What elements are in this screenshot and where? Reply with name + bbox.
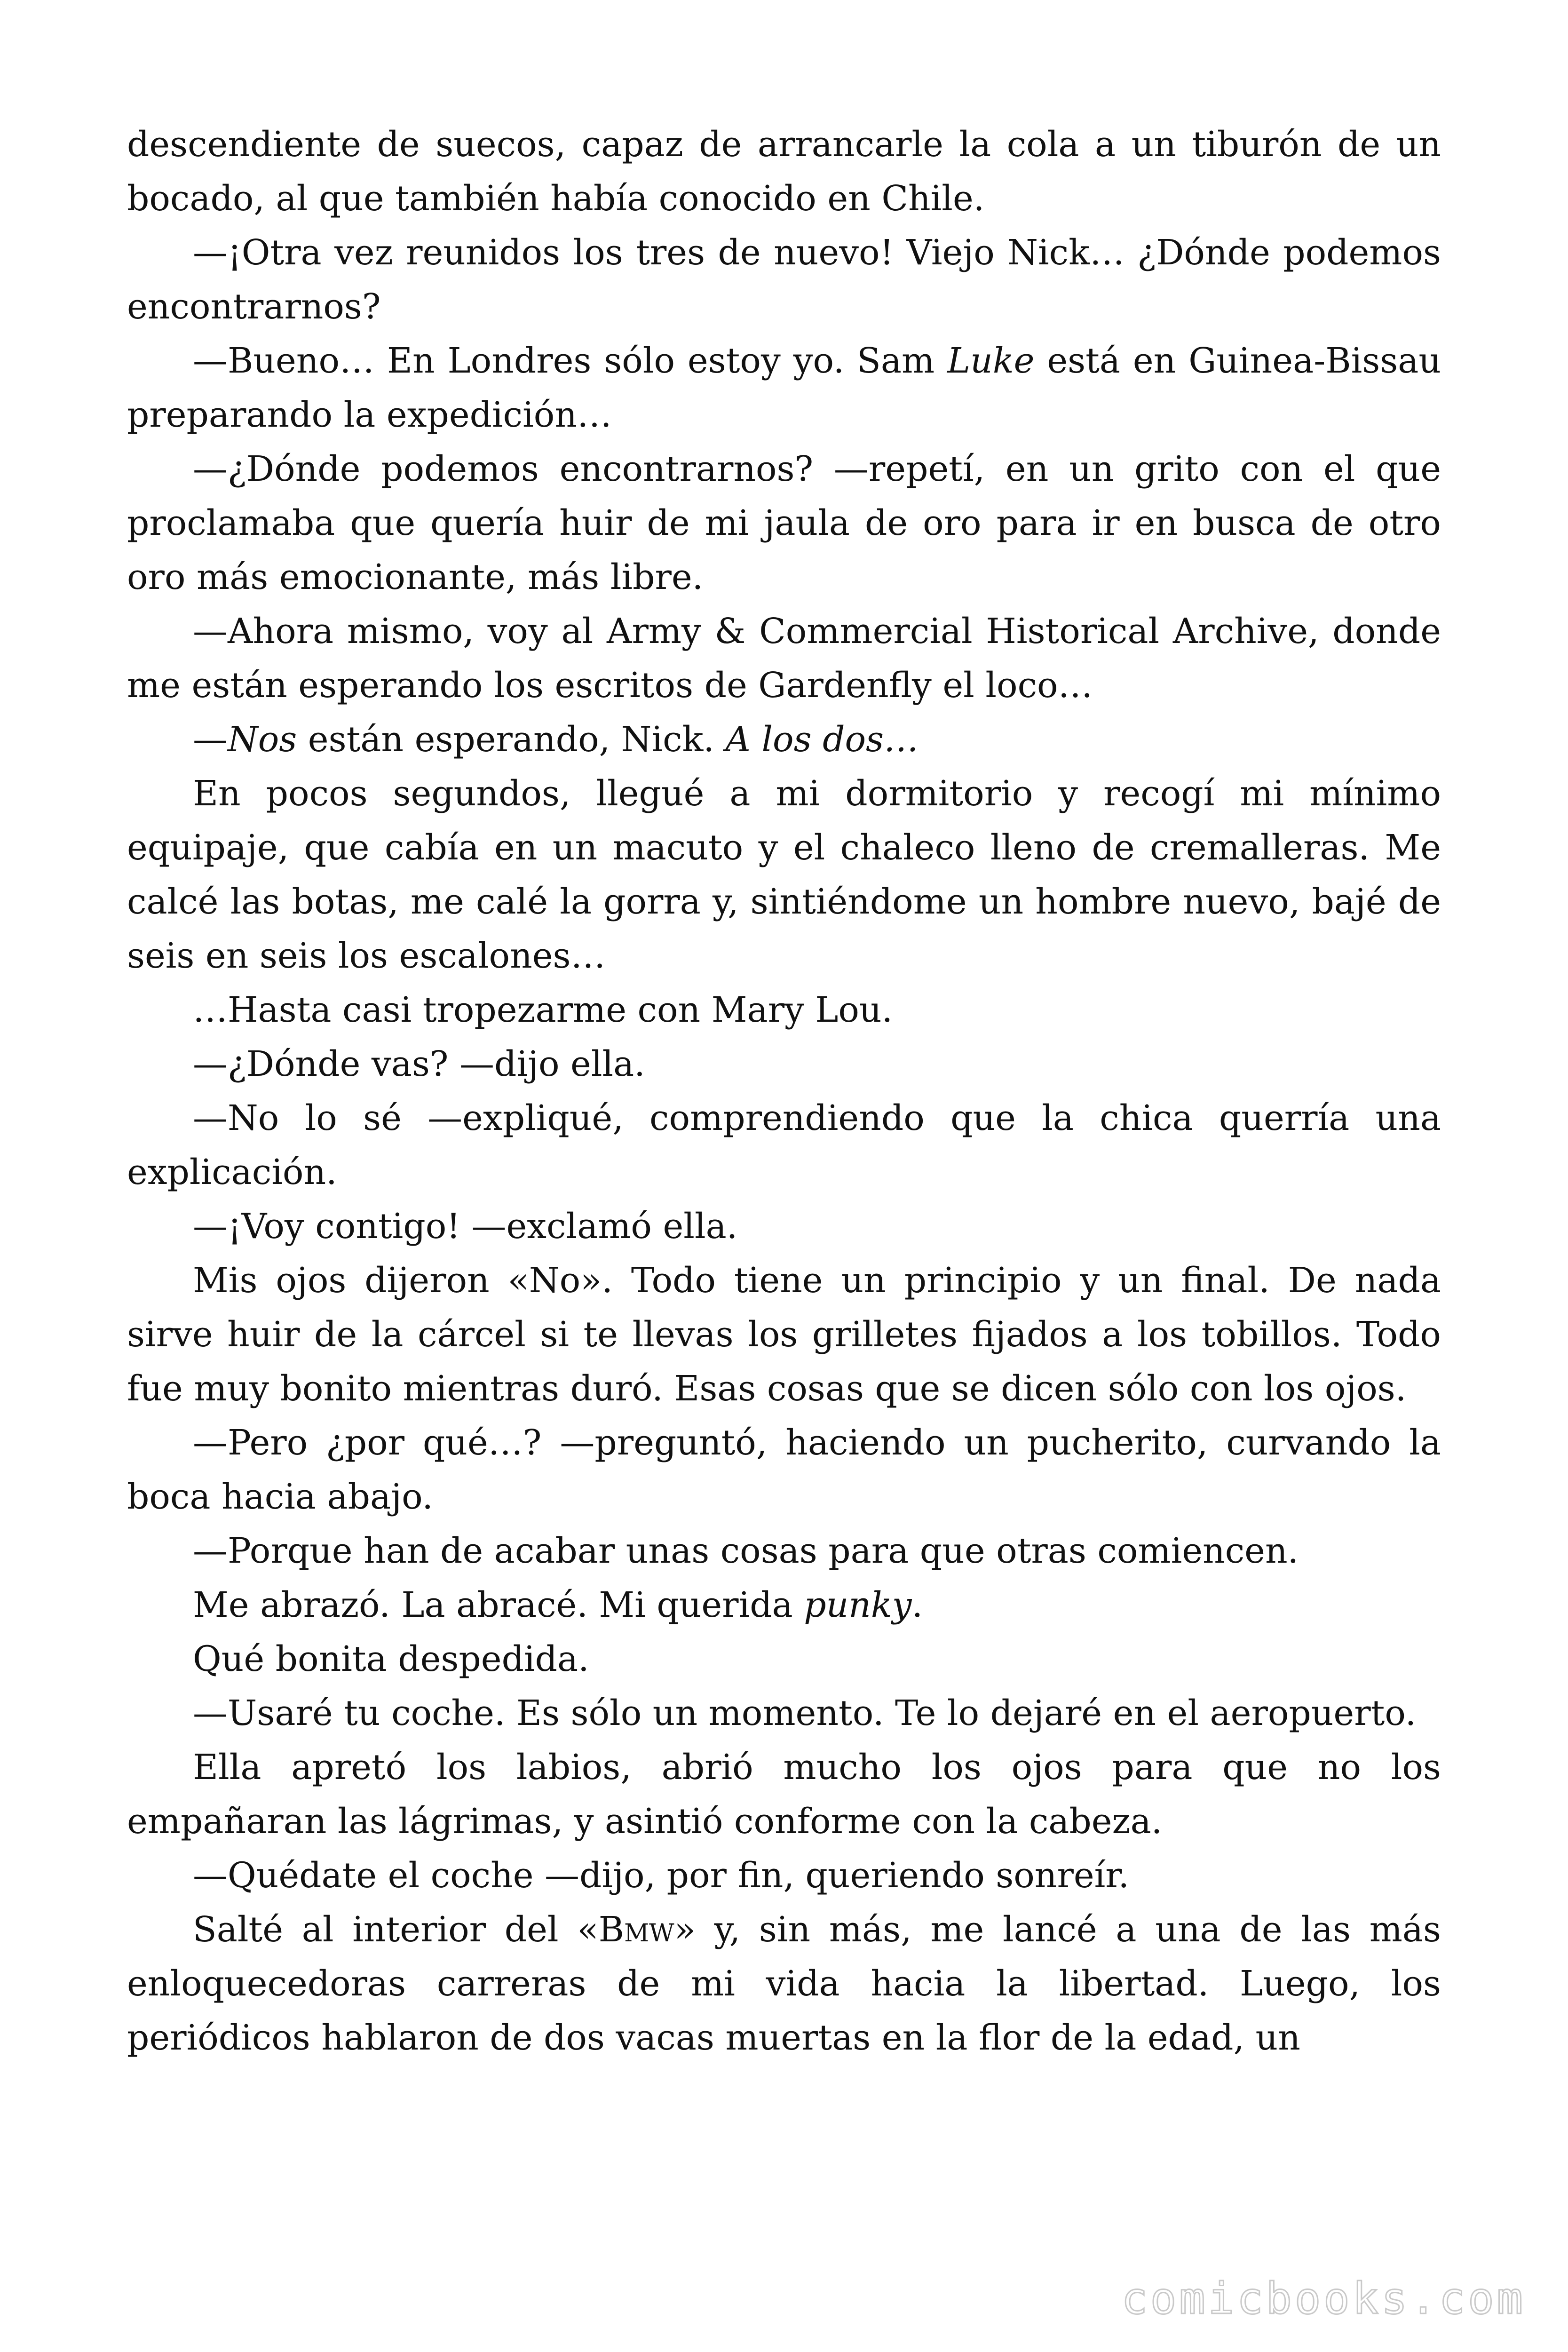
- paragraph: [127, 334, 1441, 442]
- paragraph: [127, 1254, 1441, 1416]
- watermark: comicbooks.com: [1121, 2273, 1526, 2324]
- text-run: » y, sin más, me lancé a una de las más enloquecedoras carreras de mi vida hacia la libertad. Luego, los periódicos hablaron de dos vacas muertas en la flor de la edad, un: [127, 1909, 1441, 2058]
- italic-text: Nos: [228, 719, 297, 760]
- text-run: —¡Otra vez reunidos los tres de nuevo! Viejo Nick… ¿Dónde podemos encontrarnos?: [127, 232, 1441, 327]
- text-run: —Porque han de acabar unas cosas para que otras comiencen.: [193, 1531, 1299, 1571]
- text-run: Qué bonita despedida.: [193, 1639, 589, 1679]
- text-run: En pocos segundos, llegué a mi dormitorio y recogí mi mínimo equipaje, que cabía en un macuto y el chaleco lleno de cremalleras. Me calcé las botas, me calé la gorra y, sintiéndome un hombre nuevo, bajé de seis en seis los escalones…: [127, 773, 1441, 976]
- text-run: descendiente de suecos, capaz de arrancarle la cola a un tiburón de un bocado, al que también había conocido en Chile.: [127, 124, 1441, 219]
- italic-text: punky: [804, 1585, 912, 1625]
- text-run: están esperando, Nick.: [297, 719, 726, 760]
- body-text: [127, 118, 1441, 2065]
- small-caps-text: Bmw: [598, 1909, 674, 1950]
- paragraph: [127, 1903, 1441, 2065]
- text-run: —Quédate el coche —dijo, por fin, queriendo sonreír.: [193, 1855, 1130, 1896]
- italic-text: Luke: [947, 341, 1035, 381]
- text-run: está en Guinea-Bissau preparando la expedición…: [127, 341, 1441, 435]
- text-run: —Pero ¿por qué…? —preguntó, haciendo un pucherito, curvando la boca hacia abajo.: [127, 1422, 1441, 1517]
- paragraph: [127, 604, 1441, 713]
- paragraph: [127, 983, 1441, 1037]
- text-run: .: [911, 1585, 923, 1625]
- paragraph: [127, 1686, 1441, 1740]
- paragraph: [127, 118, 1441, 226]
- text-run: —¿Dónde vas? —dijo ella.: [193, 1044, 645, 1084]
- book-page: [127, 118, 1441, 2234]
- paragraph: [127, 1849, 1441, 1903]
- italic-text: A los dos…: [725, 719, 919, 760]
- paragraph: [127, 1524, 1441, 1578]
- paragraph: [127, 1740, 1441, 1849]
- text-run: —¡Voy contigo! —exclamó ella.: [193, 1206, 738, 1247]
- text-run: —Usaré tu coche. Es sólo un momento. Te lo dejaré en el aeropuerto.: [193, 1693, 1417, 1733]
- text-run: —¿Dónde podemos encontrarnos? —repetí, en un grito con el que proclamaba que quería huir de mi jaula de oro para ir en busca de otro oro más emocionante, más libre.: [127, 449, 1441, 597]
- paragraph: [127, 1037, 1441, 1091]
- paragraph: [127, 1091, 1441, 1200]
- text-run: Ella apretó los labios, abrió mucho los ojos para que no los empañaran las lágrimas, y asintió conforme con la cabeza.: [127, 1747, 1441, 1842]
- paragraph: [127, 1416, 1441, 1524]
- text-run: …Hasta casi tropezarme con Mary Lou.: [193, 990, 893, 1030]
- text-run: —Ahora mismo, voy al Army & Commercial Historical Archive, donde me están esperando los escritos de Gardenfly el loco…: [127, 611, 1441, 706]
- text-run: Salté al interior del «: [193, 1909, 599, 1950]
- paragraph: [127, 1578, 1441, 1632]
- text-run: Mis ojos dijeron «No». Todo tiene un principio y un final. De nada sirve huir de la cárcel si te llevas los grilletes fijados a los tobillos. Todo fue muy bonito mientras duró. Esas cosas que se dicen sólo con los ojos.: [127, 1260, 1441, 1409]
- paragraph: [127, 1632, 1441, 1686]
- paragraph: [127, 226, 1441, 334]
- text-run: —No lo sé —expliqué, comprendiendo que la chica querría una explicación.: [127, 1098, 1441, 1192]
- text-run: —: [193, 719, 228, 760]
- paragraph: [127, 1200, 1441, 1254]
- text-run: Me abrazó. La abracé. Mi querida: [193, 1585, 804, 1625]
- paragraph: [127, 767, 1441, 983]
- paragraph: [127, 442, 1441, 604]
- text-run: —Bueno… En Londres sólo estoy yo. Sam: [193, 341, 948, 381]
- paragraph: [127, 713, 1441, 767]
